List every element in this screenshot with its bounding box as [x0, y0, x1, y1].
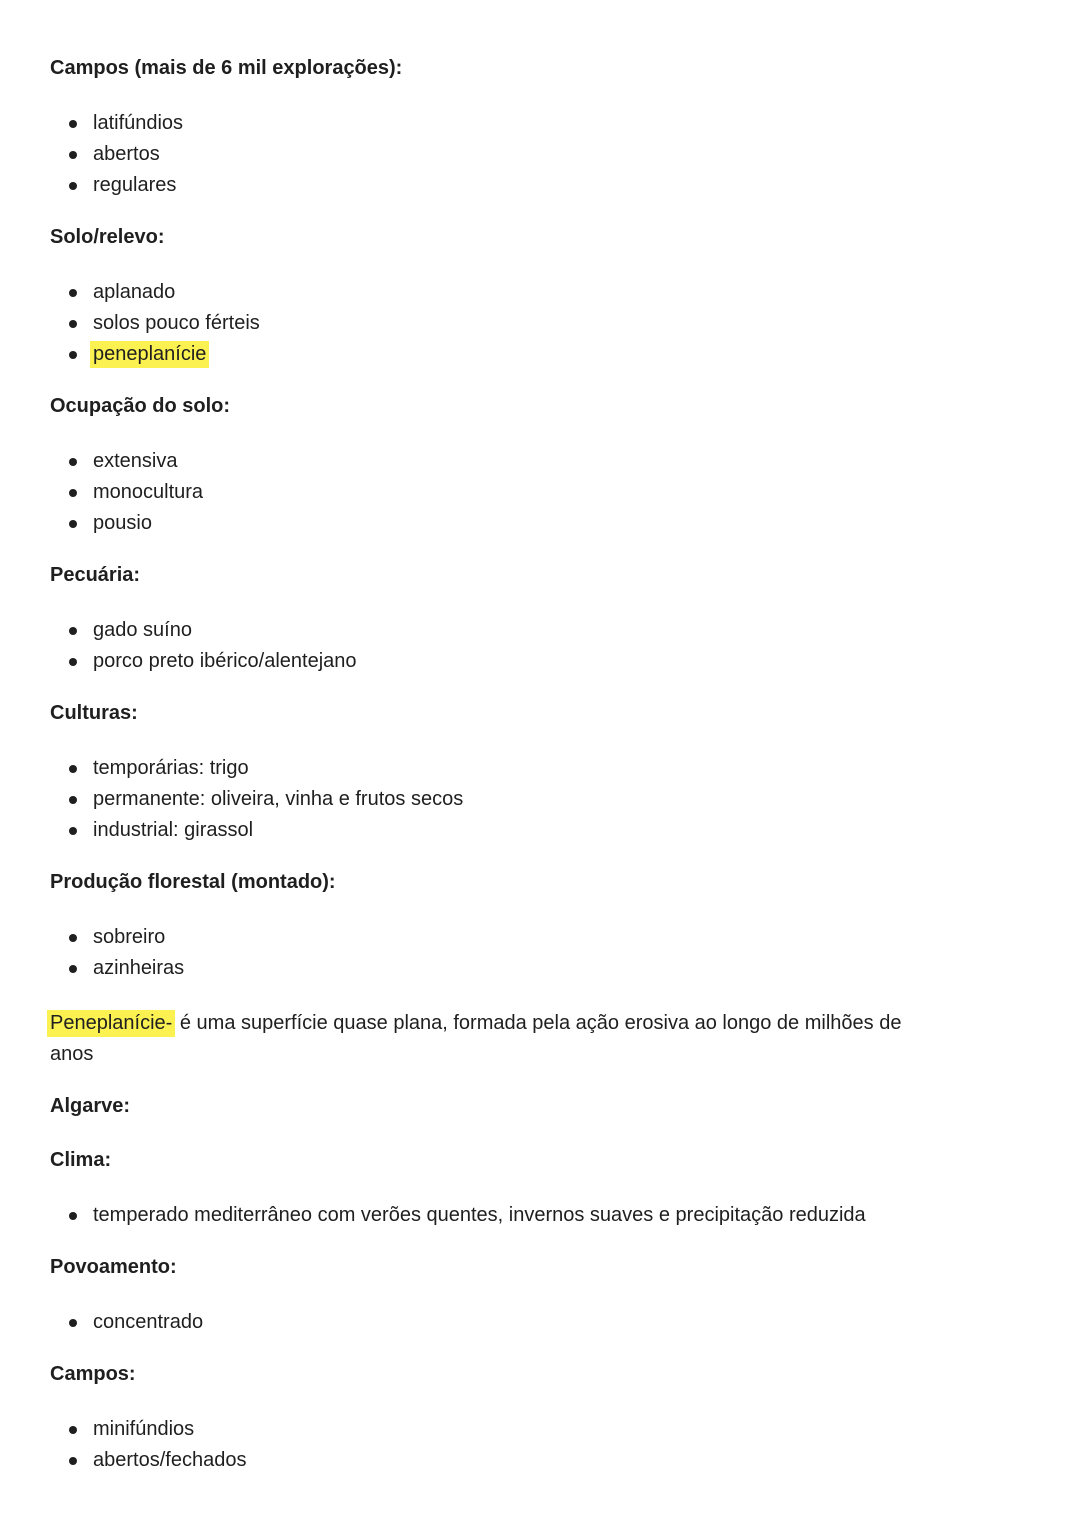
item-text: porco preto ibérico/alentejano — [93, 650, 357, 672]
item-text: abertos — [93, 143, 160, 165]
bullet-list — [50, 1200, 1020, 1231]
list-item — [50, 277, 1020, 308]
bullet-icon — [69, 120, 77, 128]
item-text: pousio — [93, 512, 152, 534]
highlighted-term: Peneplanície- — [47, 1010, 175, 1037]
list-item — [50, 646, 1020, 677]
bullet-icon — [69, 827, 77, 835]
item-text: temporárias: trigo — [93, 757, 249, 779]
list-item — [50, 1414, 1020, 1445]
bullet-icon — [69, 489, 77, 497]
section-heading: Produção florestal (montado): — [50, 871, 336, 893]
list-item — [50, 1307, 1020, 1338]
section-heading: Culturas: — [50, 702, 138, 724]
list-item — [50, 508, 1020, 539]
list-item — [50, 815, 1020, 846]
list-item — [50, 308, 1020, 339]
item-text: abertos/fechados — [93, 1449, 247, 1471]
list-item — [50, 108, 1020, 139]
section-heading: Campos (mais de 6 mil explorações): — [50, 57, 403, 79]
bullet-icon — [69, 289, 77, 297]
bullet-list — [50, 1307, 1020, 1338]
section-heading: Solo/relevo: — [50, 226, 165, 248]
section-heading: Povoamento: — [50, 1256, 177, 1278]
bullet-icon — [69, 658, 77, 666]
item-text: permanente: oliveira, vinha e frutos secos — [93, 788, 464, 810]
item-text: concentrado — [93, 1311, 204, 1333]
bullet-icon — [69, 796, 77, 804]
bullet-icon — [69, 151, 77, 159]
bullet-icon — [69, 1319, 77, 1327]
bullet-icon — [69, 458, 77, 466]
list-item — [50, 784, 1020, 815]
section-heading: Ocupação do solo: — [50, 395, 231, 417]
section-heading: Pecuária: — [50, 564, 141, 586]
item-text: aplanado — [93, 281, 176, 303]
list-item — [50, 339, 1020, 370]
bullet-icon — [69, 765, 77, 773]
list-item — [50, 170, 1020, 201]
list-item — [50, 446, 1020, 477]
section-heading: Campos: — [50, 1363, 136, 1385]
list-item — [50, 1200, 1020, 1231]
item-text: solos pouco férteis — [93, 312, 260, 334]
bullet-icon — [69, 320, 77, 328]
item-text: regulares — [93, 174, 177, 196]
item-text: temperado mediterrâneo com verões quentes, invernos suaves e precipitação reduzida — [93, 1204, 866, 1226]
item-text: monocultura — [93, 481, 204, 503]
bullet-icon — [69, 351, 77, 359]
list-item — [50, 139, 1020, 170]
bullet-list — [50, 1414, 1020, 1476]
bullet-icon — [69, 934, 77, 942]
bullet-icon — [69, 520, 77, 528]
list-item — [50, 922, 1020, 953]
bullet-icon — [69, 1212, 77, 1220]
bullet-list — [50, 108, 1020, 201]
item-text: industrial: girassol — [93, 819, 254, 841]
definition-text: é uma superfície quase plana, formada pela ação erosiva ao longo de milhões de — [174, 1012, 902, 1034]
list-item — [50, 477, 1020, 508]
list-item — [50, 753, 1020, 784]
bullet-list — [50, 753, 1020, 846]
bullet-list — [50, 446, 1020, 539]
item-text: minifúndios — [93, 1418, 195, 1440]
list-item — [50, 615, 1020, 646]
list-item — [50, 953, 1020, 984]
list-item — [50, 1445, 1020, 1476]
highlighted-term: peneplanície — [90, 341, 209, 368]
bullet-icon — [69, 1426, 77, 1434]
section-heading: Clima: — [50, 1149, 112, 1171]
bullet-list — [50, 277, 1020, 370]
bullet-list — [50, 615, 1020, 677]
section-heading: Algarve: — [50, 1095, 131, 1117]
bullet-icon — [69, 965, 77, 973]
bullet-icon — [69, 627, 77, 635]
definition-paragraph — [50, 1008, 1020, 1070]
bullet-icon — [69, 182, 77, 190]
bullet-icon — [69, 1457, 77, 1465]
item-text: latifúndios — [93, 112, 184, 134]
item-text: gado suíno — [93, 619, 192, 641]
item-text: azinheiras — [93, 957, 185, 979]
item-text: sobreiro — [93, 926, 166, 948]
bullet-list — [50, 922, 1020, 984]
definition-text-line2: anos — [50, 1043, 94, 1065]
item-text: extensiva — [93, 450, 178, 472]
